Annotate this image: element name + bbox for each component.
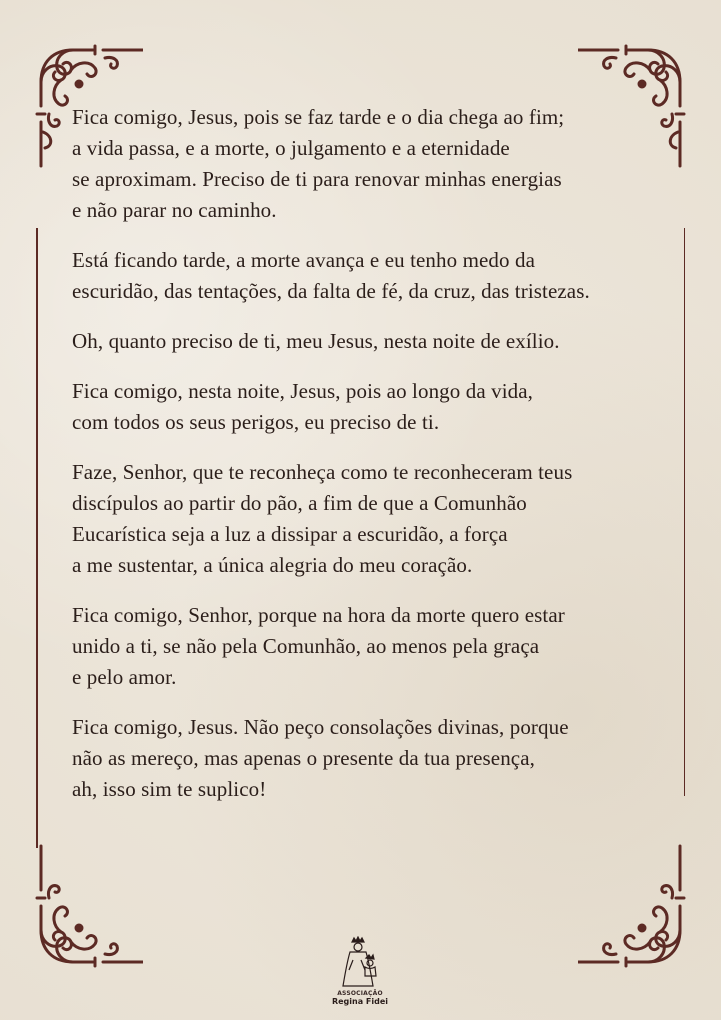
text-line: Fica comigo, Senhor, porque na hora da morte quero estar	[72, 603, 565, 627]
prayer-text	[72, 102, 662, 824]
text-line: se aproximam. Preciso de ti para renovar minhas energias	[72, 167, 562, 191]
text-line: a me sustentar, a única alegria do meu coração.	[72, 553, 473, 577]
paragraph-4	[72, 376, 662, 438]
text-line: a vida passa, e a morte, o julgamento e a eternidade	[72, 136, 510, 160]
logo-line-name: Regina Fidei	[331, 997, 389, 1006]
paragraph-7	[72, 712, 662, 805]
text-line: e pelo amor.	[72, 665, 177, 689]
paragraph-5	[72, 457, 662, 581]
left-border-line	[36, 228, 38, 848]
text-line: Oh, quanto preciso de ti, meu Jesus, nesta noite de exílio.	[72, 329, 560, 353]
text-line: não as mereço, mas apenas o presente da tua presença,	[72, 746, 536, 770]
text-line: Está ficando tarde, a morte avança e eu tenho medo da	[72, 248, 536, 272]
text-line: Fica comigo, Jesus. Não peço consolações divinas, porque	[72, 715, 569, 739]
text-line: Fica comigo, Jesus, pois se faz tarde e o dia chega ao fim;	[72, 105, 565, 129]
logo-line-association: ASSOCIAÇÃO	[337, 990, 383, 997]
text-line: unido a ti, se não pela Comunhão, ao menos pela graça	[72, 634, 540, 658]
right-border-line	[684, 228, 686, 796]
text-line: e não parar no caminho.	[72, 198, 277, 222]
text-line: escuridão, das tentações, da falta de fé, da cruz, das tristezas.	[72, 279, 590, 303]
ornament-flourish-icon	[33, 840, 143, 970]
text-line: Faze, Senhor, que te reconheça como te reconheceram teus	[72, 460, 573, 484]
text-line: Eucarística seja a luz a dissipar a escuridão, a força	[72, 522, 508, 546]
text-line: Fica comigo, nesta noite, Jesus, pois ao longo da vida,	[72, 379, 534, 403]
paragraph-2	[72, 245, 662, 307]
paragraph-3	[72, 326, 662, 357]
text-line: com todos os seus perigos, eu preciso de ti.	[72, 410, 440, 434]
paragraph-1	[72, 102, 662, 226]
corner-ornament-bottom-right	[578, 840, 688, 970]
paragraph-6	[72, 600, 662, 693]
corner-ornament-bottom-left	[33, 840, 143, 970]
association-logo	[325, 936, 395, 1014]
ornament-flourish-icon	[578, 840, 688, 970]
text-line: discípulos ao partir do pão, a fim de que a Comunhão	[72, 491, 527, 515]
text-line: ah, isso sim te suplico!	[72, 777, 267, 801]
madonna-crown-icon	[335, 936, 385, 988]
